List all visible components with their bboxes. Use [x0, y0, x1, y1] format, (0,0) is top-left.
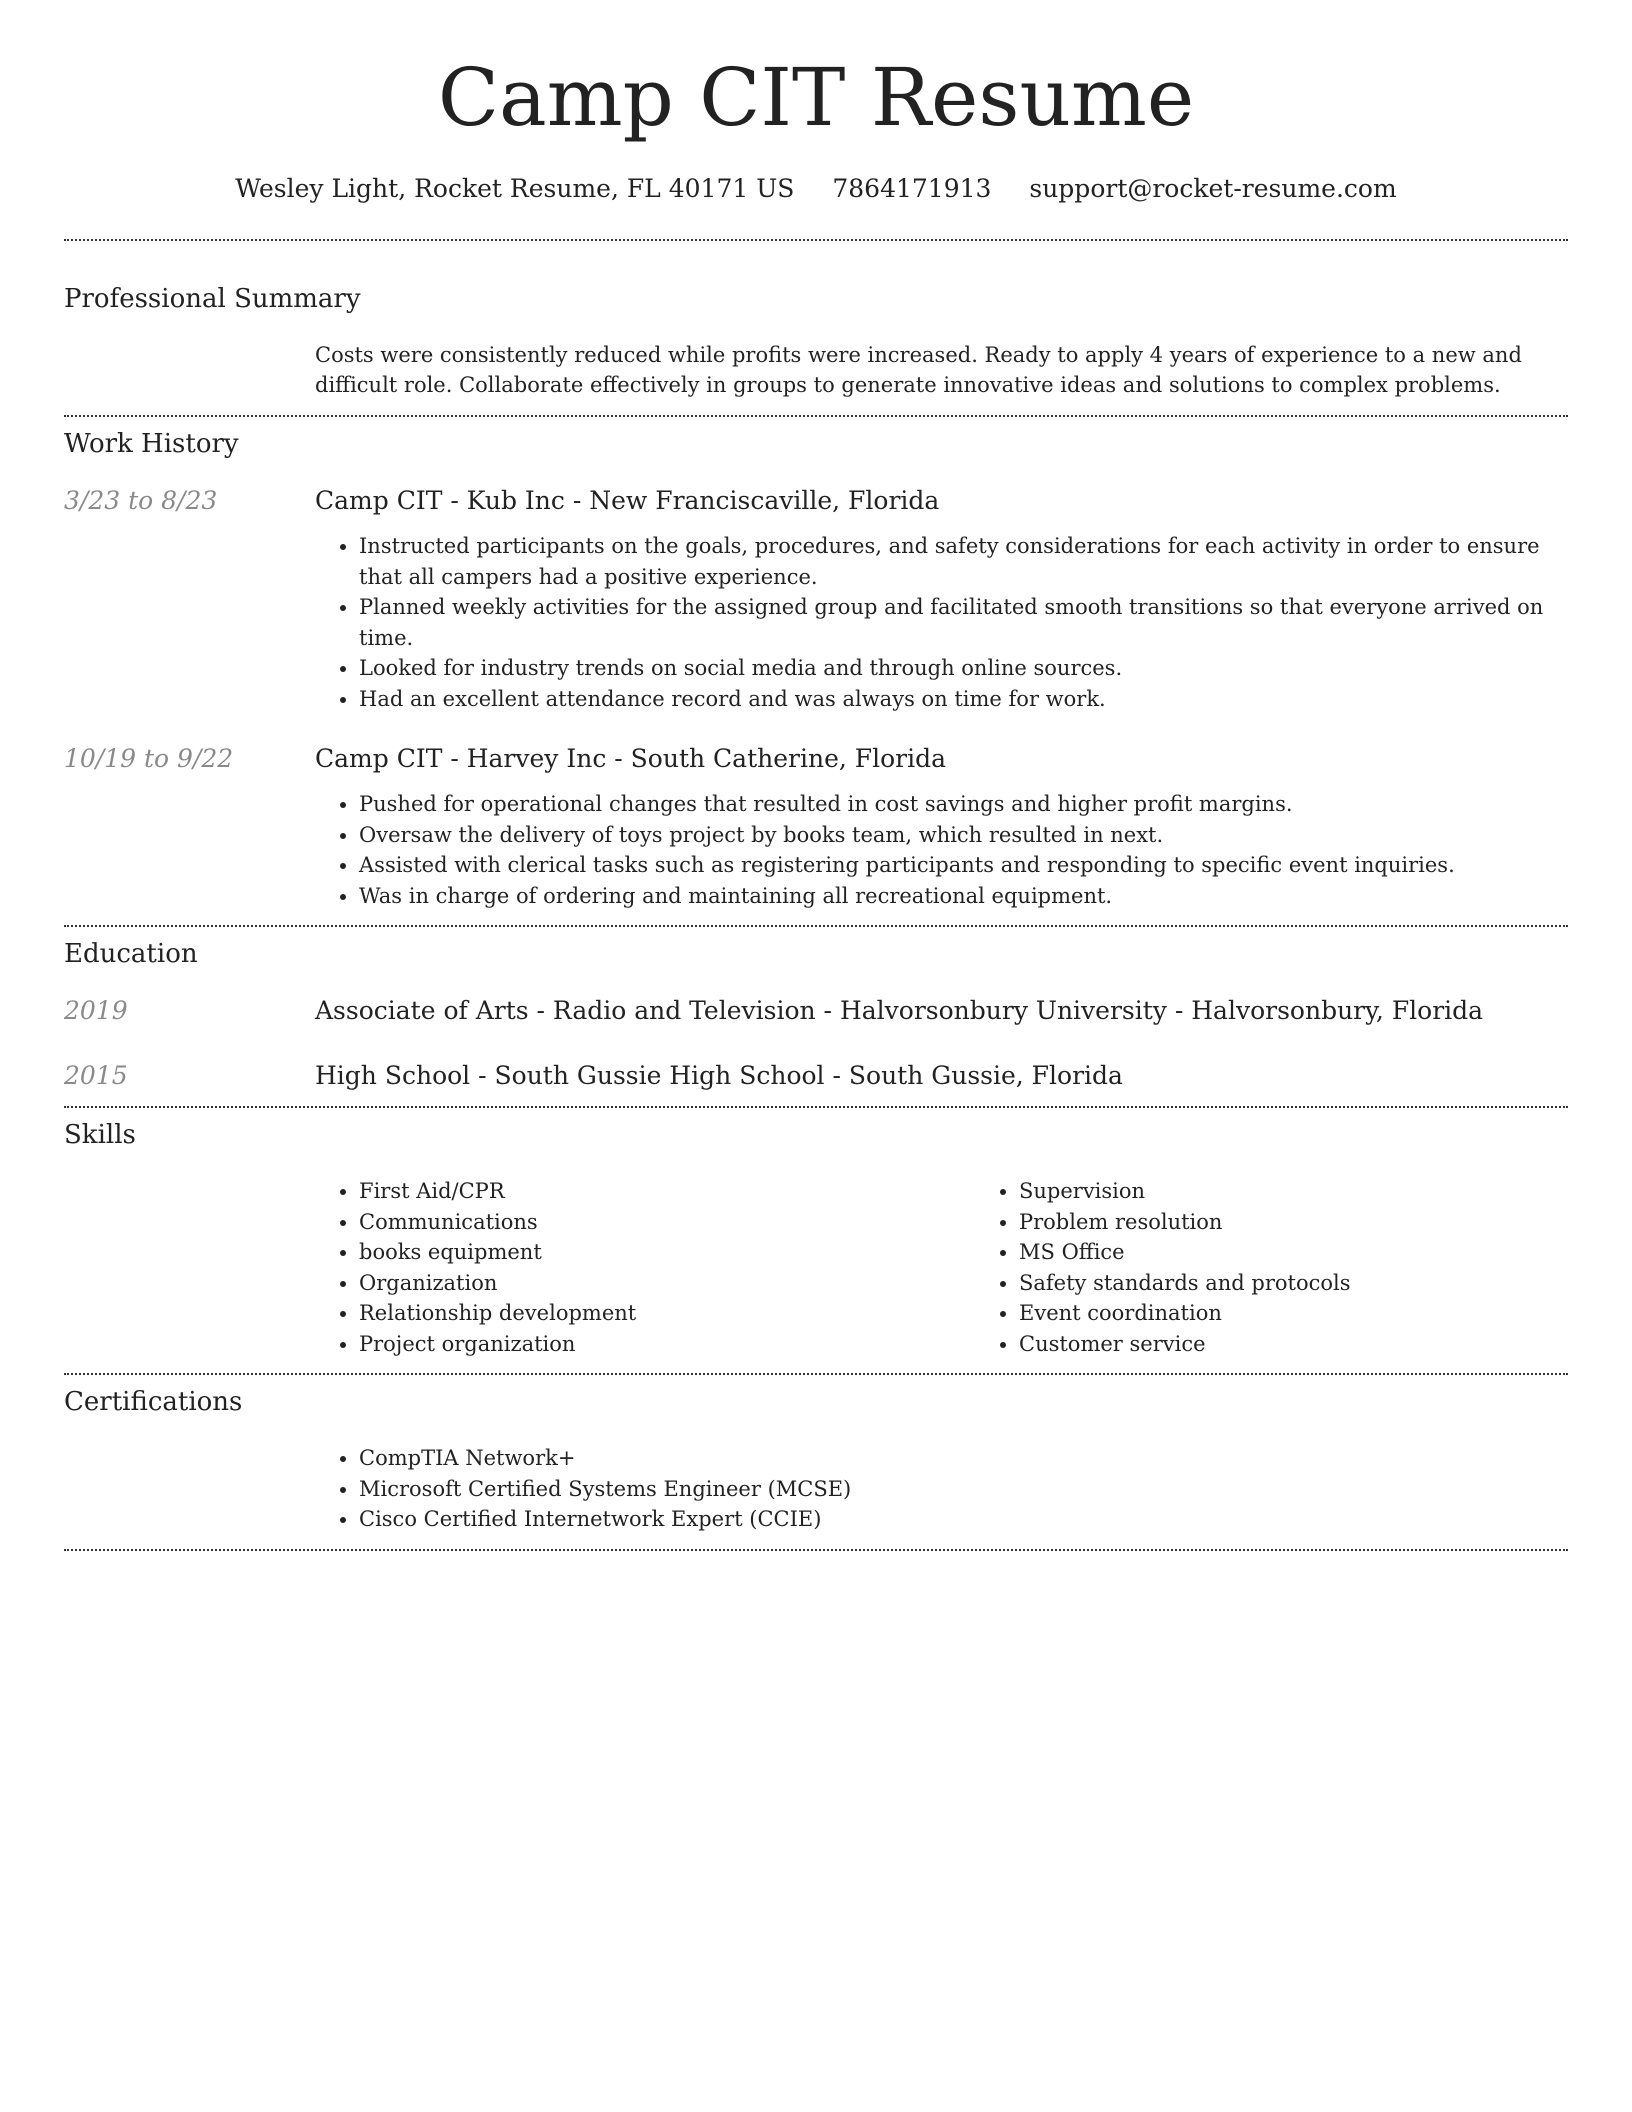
list-item: • MS Office [1019, 1237, 1632, 1268]
list-item: • books equipment [359, 1237, 975, 1268]
education-degree: Associate of Arts - Radio and Television [315, 996, 816, 1025]
education-year: 2015 [64, 1061, 128, 1090]
list-item: • Problem resolution [1019, 1207, 1632, 1238]
list-item: • First Aid/CPR [359, 1176, 975, 1207]
list-item: • Safety standards and protocols [1019, 1268, 1632, 1299]
education-entry [64, 996, 1568, 1025]
job-bullets [315, 789, 1568, 911]
list-item: • Assisted with clerical tasks such as registering participants and responding to specific event inquiries. [359, 850, 1568, 881]
list-item: • Relationship development [359, 1298, 975, 1329]
skills-section [64, 1108, 1568, 1359]
list-item: • Project organization [359, 1329, 975, 1360]
skills-columns [315, 1176, 1632, 1359]
contact-line [64, 174, 1568, 203]
job-entry [64, 744, 1568, 911]
work-section [64, 417, 1568, 911]
list-item: • Microsoft Certified Systems Engineer (MCSE) [359, 1474, 1568, 1505]
job-dates: 3/23 to 8/23 [64, 486, 218, 515]
list-item: • CompTIA Network+ [359, 1443, 1568, 1474]
section-title-skills: Skills [64, 1120, 136, 1150]
job-title: Camp CIT - Harvey Inc - South Catherine, Florida [315, 744, 947, 773]
list-item: • Pushed for operational changes that resulted in cost savings and higher profit margins. [359, 789, 1568, 820]
summary-section [64, 241, 1568, 400]
contact-email: support@rocket-resume.com [1029, 174, 1397, 203]
list-item: • Customer service [1019, 1329, 1632, 1360]
education-entry [64, 1061, 1568, 1090]
list-item: • Had an excellent attendance record and was always on time for work. [359, 684, 1568, 715]
list-item: • Organization [359, 1268, 975, 1299]
list-item: • Event coordination [1019, 1298, 1632, 1329]
job-title: Camp CIT - Kub Inc - New Franciscaville, Florida [315, 486, 940, 515]
skills-list-left [315, 1176, 975, 1359]
list-item: • Communications [359, 1207, 975, 1238]
contact-phone: 7864171913 [832, 174, 992, 203]
education-institution: - South Gussie High School - South Gussie, Florida [470, 1061, 1123, 1090]
education-year: 2019 [64, 996, 128, 1025]
list-item: • Cisco Certified Internetwork Expert (CCIE) [359, 1504, 1568, 1535]
certifications-section [64, 1375, 1568, 1535]
job-dates: 10/19 to 9/22 [64, 744, 234, 773]
section-title-certifications: Certifications [64, 1387, 243, 1417]
education-institution: - Halvorsonbury University - Halvorsonbury, Florida [815, 996, 1484, 1025]
section-title-work: Work History [64, 429, 239, 459]
section-title-summary: Professional Summary [64, 284, 361, 314]
page-title: Camp CIT Resume [437, 51, 1195, 144]
list-item: • Looked for industry trends on social media and through online sources. [359, 653, 1568, 684]
job-entry [64, 486, 1568, 714]
section-title-education: Education [64, 939, 198, 969]
summary-text: Costs were consistently reduced while profits were increased. Ready to apply 4 years of experience to a new and difficult role. Collaborate effectively in groups to generate innovative ideas and solutions to complex problems. [315, 343, 1522, 397]
list-item: • Oversaw the delivery of toys project by books team, which resulted in next. [359, 820, 1568, 851]
contact-address: Wesley Light, Rocket Resume, FL 40171 US [235, 174, 795, 203]
certifications-list [315, 1443, 1568, 1535]
education-degree: High School [315, 1061, 471, 1090]
list-item: • Instructed participants on the goals, procedures, and safety considerations for each activity in order to ensure that all campers had a positive experience. [359, 531, 1568, 592]
job-bullets [315, 531, 1568, 714]
list-item: • Was in charge of ordering and maintaining all recreational equipment. [359, 881, 1568, 912]
divider [64, 1549, 1568, 1551]
list-item: • Supervision [1019, 1176, 1632, 1207]
education-section [64, 927, 1568, 1090]
skills-list-right [975, 1176, 1632, 1359]
list-item: • Planned weekly activities for the assigned group and facilitated smooth transitions so that everyone arrived on time. [359, 592, 1568, 653]
